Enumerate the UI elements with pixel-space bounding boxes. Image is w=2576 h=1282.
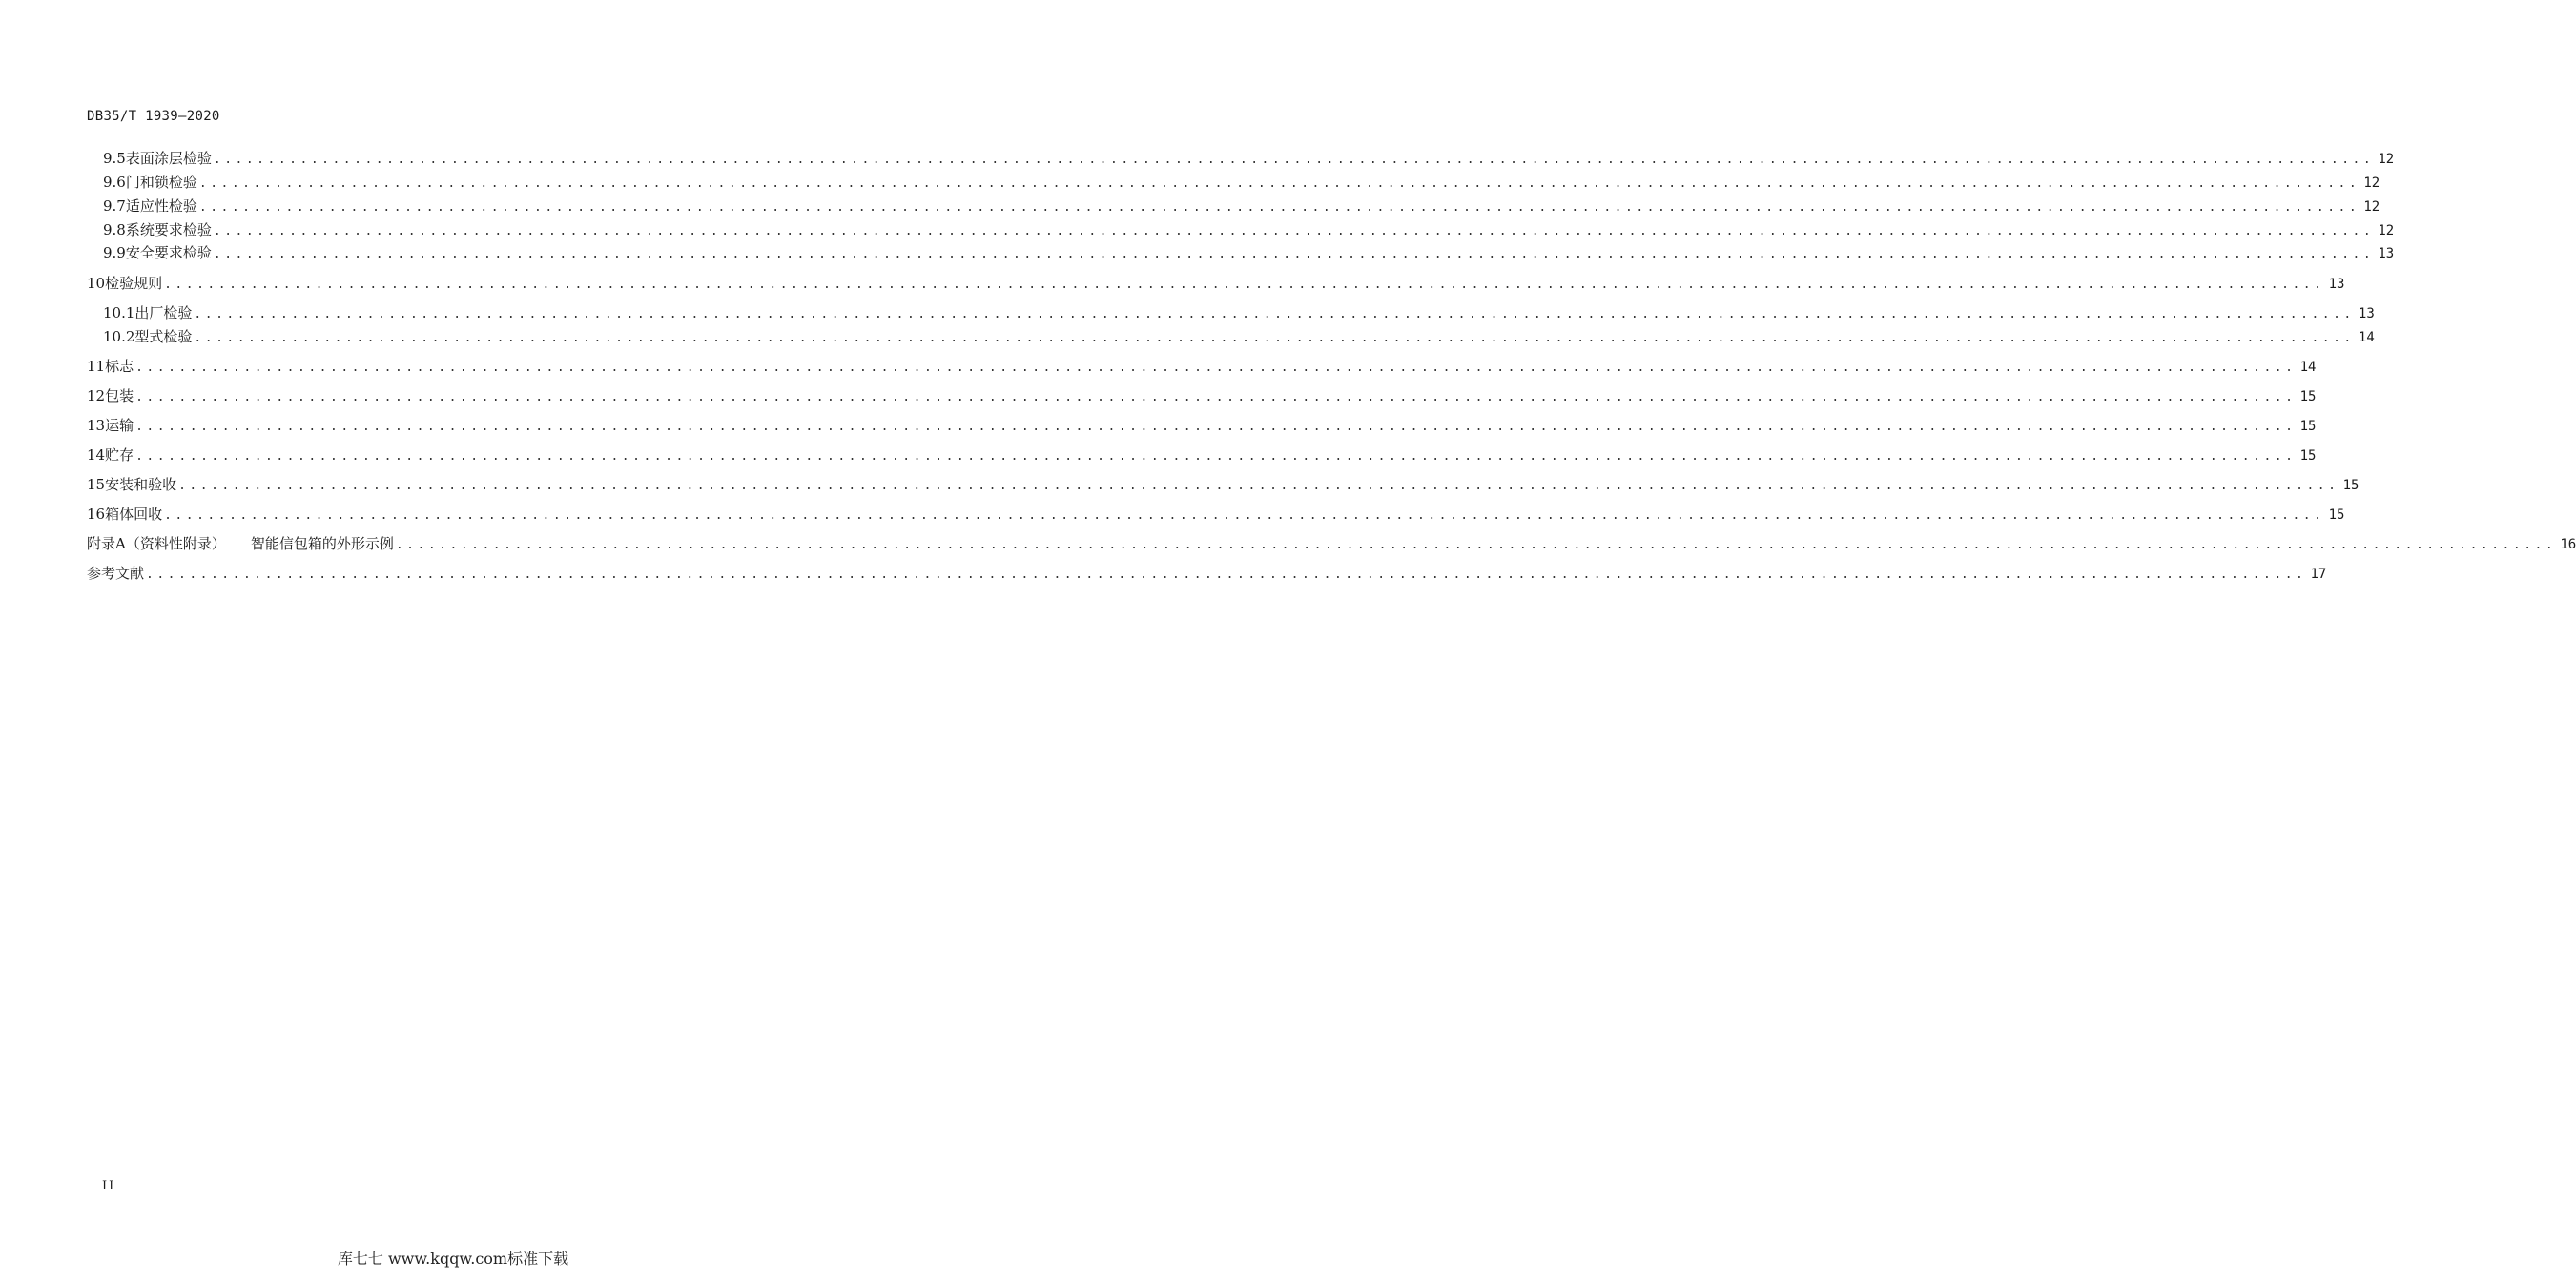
toc-entry-page: 13 [2328,277,2345,292]
toc-entry-number: 10.1 [103,304,135,321]
toc-entry[interactable] [0,385,2317,406]
toc-entry-title: 参考文献 [87,565,145,582]
toc-entry-title: 安全要求检验 [125,244,212,261]
toc-entry-number: 13 [87,417,106,434]
toc-leader-dots: ........................................................................................................................................................................................................ [146,568,2307,582]
toc-leader-dots: ........................................................................................................................................................................................................ [198,176,2360,191]
toc-entry-number: 15 [87,476,106,493]
toc-entry[interactable] [0,172,2380,193]
toc-entry-title: 型式检验 [134,328,193,345]
toc-entry[interactable] [0,474,2360,495]
toc-entry-page: 15 [2299,448,2317,464]
toc-leader-dots: ........................................................................................................................................................................................................ [213,247,2375,261]
toc-entry-page: 13 [2358,306,2375,321]
toc-entry-title: 表面涂层检验 [125,150,212,167]
toc-leader-dots: ........................................................................................................................................................................................................ [395,538,2557,552]
toc-entry-title: 检验规则 [105,275,163,292]
toc-entry[interactable] [0,219,2395,240]
toc-entry-number: 12 [87,387,106,404]
toc-entry-page: 14 [2358,330,2375,345]
toc-entry-page: 15 [2328,507,2345,523]
toc-leader-dots: ........................................................................................................................................................................................................ [178,479,2339,493]
page-number: II [102,1179,116,1193]
toc-entry-number: 10 [87,275,106,292]
toc-entry-number: 9.6 [103,174,126,191]
toc-entry-page: 15 [2342,478,2360,493]
toc-entry-title: 智能信包箱的外形示例 [250,535,394,552]
toc-entry-page: 15 [2299,419,2317,434]
toc-entry-number: 9.8 [103,221,126,238]
toc-entry-number: 9.7 [103,197,126,215]
toc-entry[interactable] [0,533,2576,554]
toc-leader-dots: ........................................................................................................................................................................................................ [135,390,2297,404]
toc-leader-dots: ........................................................................................................................................................................................................ [213,153,2375,167]
toc-leader-dots: ........................................................................................................................................................................................................ [135,420,2297,434]
document-code: DB35/T 1939—2020 [87,109,220,124]
toc-entry-number: 9.9 [103,244,126,261]
toc-entry-title: 贮存 [105,446,134,464]
toc-entry[interactable] [0,445,2317,465]
toc-entry-title: 包装 [105,387,134,404]
toc-entry[interactable] [0,302,2375,323]
toc-entry-title: 系统要求检验 [125,221,212,238]
toc-entry-page: 13 [2378,246,2395,261]
toc-entry-title: 出厂检验 [134,304,193,321]
toc-entry-page: 15 [2299,389,2317,404]
toc-leader-dots: ........................................................................................................................................................................................................ [164,278,2325,292]
toc-entry[interactable] [0,242,2395,263]
toc-leader-dots: ........................................................................................................................................................................................................ [194,331,2355,345]
toc-leader-dots: ........................................................................................................................................................................................................ [164,508,2325,523]
toc-entry-number: 14 [87,446,106,464]
toc-entry[interactable] [0,148,2395,169]
toc-entry-page: 12 [2363,176,2380,191]
toc-entry-page: 12 [2363,199,2380,215]
toc-entry-title: 箱体回收 [105,506,163,523]
toc-entry-title: 门和锁检验 [125,174,197,191]
toc-entry-title: 运输 [105,417,134,434]
toc-entry[interactable] [0,504,2345,525]
footer-watermark-text: 库七七 www.kqqw.com标准下载 [337,1250,569,1268]
toc-leader-dots: ........................................................................................................................................................................................................ [194,307,2355,321]
toc-entry-number: 10.2 [103,328,135,345]
toc-entry-title: 安装和验收 [105,476,177,493]
toc-entry-title: 适应性检验 [125,197,197,215]
toc-entry-number: 9.5 [103,150,126,167]
toc-leader-dots: ........................................................................................................................................................................................................ [213,224,2375,238]
toc-leader-dots: ........................................................................................................................................................................................................ [135,449,2297,464]
toc-entry[interactable] [0,273,2345,294]
toc-entry-number: 11 [87,358,106,375]
toc-leader-dots: ........................................................................................................................................................................................................ [135,361,2297,375]
toc-entry-title: 标志 [105,358,134,375]
toc-entry-page: 12 [2378,152,2395,167]
toc-entry[interactable] [0,415,2317,436]
toc-entry-page: 16 [2560,537,2576,552]
toc-entry-page: 14 [2299,360,2317,375]
toc-entry-page: 17 [2310,567,2327,582]
toc-entry[interactable] [0,356,2317,377]
toc-entry-page: 12 [2378,223,2395,238]
toc-entry[interactable] [0,196,2380,217]
toc-entry[interactable] [0,326,2375,347]
toc-entry-number: 附录A（资料性附录） [87,535,226,552]
toc-entry[interactable] [0,563,2327,584]
toc-entry-number: 16 [87,506,106,523]
toc-leader-dots: ........................................................................................................................................................................................................ [198,200,2360,215]
